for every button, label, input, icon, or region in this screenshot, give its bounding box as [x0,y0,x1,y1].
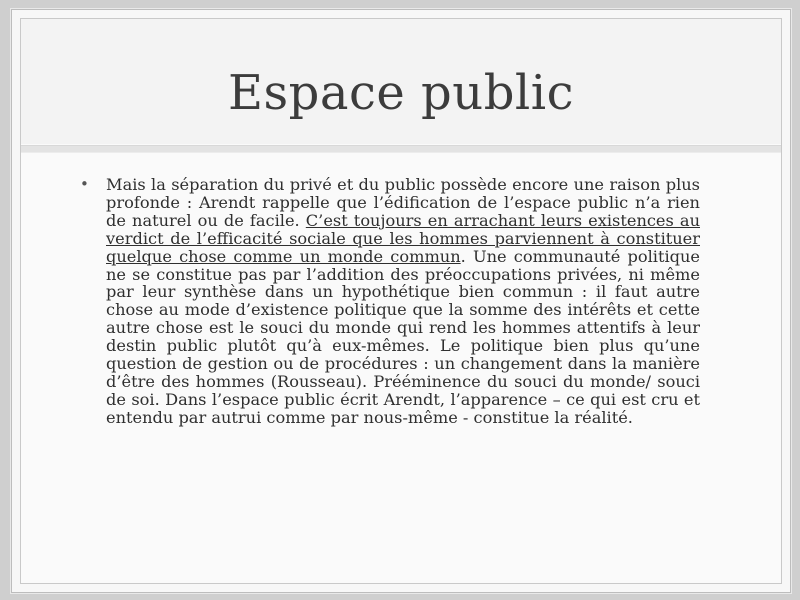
title-divider [21,145,781,153]
bullet-text-body: . Une communauté politique ne se constitue pas par l’addition des préoccupations privées, ni même par leur synthèse dans un hypothétique bien commun : il faut autre chose au mode d’existence politique que la somme des intérêts et cette autre chose est le souci du monde qui rend les hommes attentifs à leur destin public plutôt qu’à eux-mêmes. Le politique bien plus qu’une question de gestion ou de procédures : un changement dans la manière d’être des hommes (Rousseau). Prééminence du souci du monde/ souci de soi. Dans l’espace public écrit Arendt, l’apparence – ce qui est cru et entendu par autrui comme par nous-même - constitue la réalité. [106,246,701,427]
bullet-text-intro: Mais la séparation du privé et du public possède encore une raison plus profonde : Arendt rappelle que l’édification de l’espace public n’a rien de naturel ou de facile. [106,175,700,230]
title-band [21,19,781,144]
bullet-text-underlined: C’est toujours en arrachant leurs existences au verdict de l’efficacité sociale que les hommes parviennent à constituer quelque chose comme un monde commun [106,210,700,266]
bullet-item [80,176,700,427]
slide-title: Espace public [227,65,574,121]
bullet-marker: • [80,175,89,193]
bullet-list [80,176,700,427]
slide-content [80,176,700,427]
